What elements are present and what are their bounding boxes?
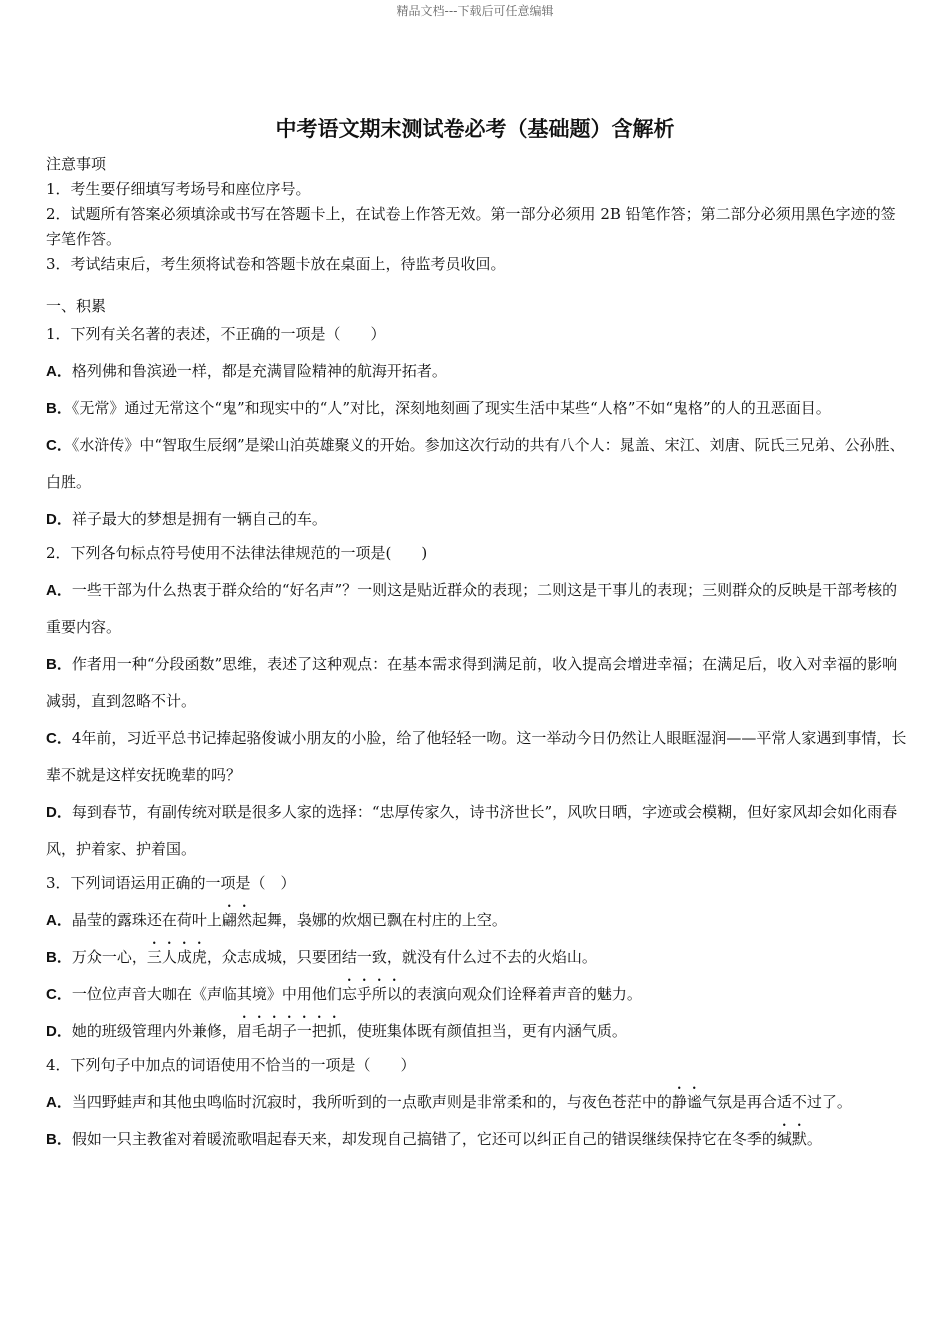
- option-label: C．: [46, 986, 72, 1003]
- option-text: 一位位声音大咖在《声临其境》中用他们: [71, 985, 342, 1003]
- option-label: A．: [46, 363, 72, 380]
- option-text: 起舞，袅娜的炊烟已飘在村庄的上空。: [251, 911, 507, 929]
- document-body: [46, 152, 908, 1158]
- option-text: 假如一只主教雀对着暖流歌唱起春天来，却发现自己搞错了，它还可以纠正自己的错误继续保持它在冬季的: [71, 1130, 777, 1148]
- notice-item: 1．考生要仔细填写考场号和座位序号。: [46, 180, 311, 198]
- option-a: [46, 572, 908, 646]
- option-text: 气氛是再合适不过了。: [701, 1093, 852, 1111]
- option-a: [46, 902, 908, 939]
- option-label: B．: [46, 1131, 72, 1148]
- option-label: B．: [46, 949, 72, 966]
- document-title: 中考语文期末测试卷必考（基础题）含解析: [275, 117, 675, 141]
- emphasized-word: 眉毛胡子一把抓: [236, 1022, 342, 1040]
- emphasized-word: 三人成虎: [146, 948, 207, 966]
- option-text: 万众一心，: [71, 948, 147, 966]
- question-stem: 1．下列有关名著的表述，不正确的一项是（ ）: [46, 325, 386, 343]
- option-c: [46, 427, 908, 501]
- option-label: D．: [46, 804, 72, 821]
- option-label: B．: [46, 656, 72, 673]
- option-text: 《水浒传》中“智取生辰纲”是梁山泊英雄聚义的开始。参加这次行动的共有八个人：晁盖、宋江、刘唐、阮氏三兄弟、公孙胜、白胜。: [46, 436, 905, 491]
- option-label: A．: [46, 582, 72, 599]
- question-stem: 3．下列词语运用正确的一项是（ ）: [46, 874, 296, 892]
- section-heading: 一、积累: [46, 297, 107, 315]
- page-header: 精品文档---下载后可任意编辑: [396, 4, 554, 18]
- option-label: C．: [46, 730, 72, 747]
- emphasized-word: 翩然: [221, 911, 252, 929]
- option-label: B．: [46, 400, 72, 417]
- option-b: [46, 939, 908, 976]
- emphasized-word: 忘乎所以: [341, 985, 402, 1003]
- option-text: 作者用一种“分段函数”思维，表述了这种观点：在基本需求得到满足前，收入提高会增进幸福；在满足后，收入对幸福的影响减弱，直到忽略不计。: [46, 655, 898, 710]
- option-label: A．: [46, 1094, 72, 1111]
- option-text: ，使班集体既有颜值担当，更有内涵气质。: [341, 1022, 627, 1040]
- option-text: 晶莹的露珠还在荷叶上: [71, 911, 222, 929]
- option-text: 每到春节，有副传统对联是很多人家的选择：“忠厚传家久，诗书济世长”，风吹日晒，字迹或会模糊，但好家风却会如化雨春风，护着家、护着国。: [46, 803, 898, 858]
- question-stem: 2．下列各句标点符号使用不法律法律规范的一项是( ): [46, 544, 428, 562]
- option-text: 她的班级管理内外兼修，: [71, 1022, 237, 1040]
- option-d: [46, 501, 908, 538]
- notice-item: 2．试题所有答案必须填涂或书写在答题卡上，在试卷上作答无效。第一部分必须用 2B 铅笔作答；第二部分必须用黑色字迹的签字笔作答。: [46, 205, 896, 248]
- option-text: 的表演向观众们诠释着声音的魅力。: [401, 985, 642, 1003]
- option-label: A．: [46, 912, 72, 929]
- notice-item: 3．考试结束后，考生须将试卷和答题卡放在桌面上，待监考员收回。: [46, 255, 506, 273]
- option-text: 《无常》通过无常这个“鬼”和现实中的“人”对比，深刻地刻画了现实生活中某些“人格”不如“鬼格”的人的丑恶面目。: [71, 399, 831, 417]
- option-label: C．: [46, 437, 72, 454]
- option-text: 当四野蛙声和其他虫鸣临时沉寂时，我所听到的一点歌声则是非常柔和的，与夜色苍茫中的: [71, 1093, 672, 1111]
- option-d: [46, 1013, 908, 1050]
- option-b: [46, 646, 908, 720]
- option-b: [46, 1121, 908, 1158]
- emphasized-word: 静谧: [671, 1093, 702, 1111]
- option-label: D．: [46, 1023, 72, 1040]
- option-text: 祥子最大的梦想是拥有一辆自己的车。: [71, 510, 327, 528]
- notice-heading: 注意事项: [46, 155, 107, 173]
- option-d: [46, 794, 908, 868]
- option-a: [46, 1084, 908, 1121]
- option-b: [46, 390, 908, 427]
- option-text: 。: [806, 1130, 822, 1148]
- option-c: [46, 720, 908, 794]
- option-c: [46, 976, 908, 1013]
- option-a: [46, 353, 908, 390]
- question-stem: 4．下列句子中加点的词语使用不恰当的一项是（ ）: [46, 1056, 416, 1074]
- option-text: 一些干部为什么热衷于群众给的“好名声”？一则这是贴近群众的表现；二则这是干事儿的表现；三则群众的反映是干部考核的重要内容。: [46, 581, 898, 636]
- option-text: ，众志成城，只要团结一致，就没有什么过不去的火焰山。: [206, 948, 597, 966]
- option-text: 4年前，习近平总书记捧起骆俊诚小朋友的小脸，给了他轻轻一吻。这一举动今日仍然让人眼眶湿润——平常人家遇到事情，长辈不就是这样安抚晚辈的吗？: [46, 729, 907, 784]
- emphasized-word: 缄默: [776, 1130, 807, 1148]
- option-label: D．: [46, 511, 72, 528]
- option-text: 格列佛和鲁滨逊一样，都是充满冒险精神的航海开拓者。: [71, 362, 447, 380]
